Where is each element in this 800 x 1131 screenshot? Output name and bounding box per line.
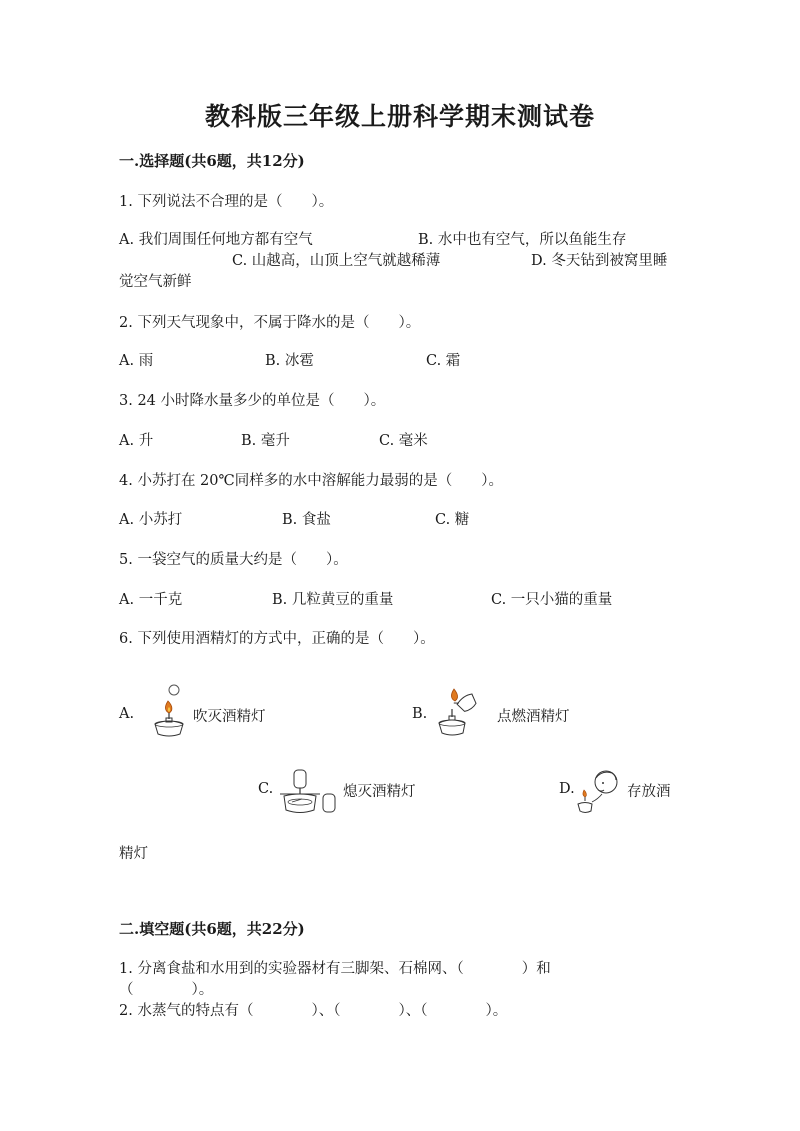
question-1-option-d-continued: 觉空气新鲜	[119, 274, 192, 290]
question-5: 5. 一袋空气的质量大约是（ ）。	[119, 552, 348, 568]
question-6-option-c-letter: C.	[258, 781, 274, 797]
question-6-option-c-text: 熄灭酒精灯	[343, 784, 416, 800]
alcohol-lamp-lighting-image	[436, 685, 484, 743]
question-6-option-a-letter: A.	[119, 706, 135, 722]
question-2-option-b: B. 冰雹	[265, 353, 314, 369]
section-heading-fill-blank: 二.填空题(共6题，共22分)	[119, 920, 305, 938]
question-4: 4. 小苏打在 20℃同样多的水中溶解能力最弱的是（ ）。	[119, 473, 503, 489]
question-1-option-b: B. 水中也有空气，所以鱼能生存	[418, 232, 627, 248]
section-heading-choice: 一.选择题(共6题，共12分)	[119, 152, 305, 170]
alcohol-lamp-storage-image	[576, 766, 622, 816]
question-4-option-a: A. 小苏打	[119, 512, 183, 528]
question-3-option-a: A. 升	[119, 433, 154, 449]
question-2-option-a: A. 雨	[119, 353, 154, 369]
question-3-option-b: B. 毫升	[241, 433, 290, 449]
question-1-option-a: A. 我们周围任何地方都有空气	[119, 232, 313, 248]
question-1: 1. 下列说法不合理的是（ ）。	[119, 194, 334, 210]
question-1-option-d: D. 冬天钻到被窝里睡	[531, 253, 668, 269]
alcohol-lamp-extinguish-image	[278, 766, 338, 822]
question-6-option-a-text: 吹灭酒精灯	[193, 709, 266, 725]
question-4-option-c: C. 糖	[435, 512, 470, 528]
question-6-option-d-text: 存放酒	[627, 784, 671, 800]
question-2-option-c: C. 霜	[426, 353, 461, 369]
question-6-option-d-letter: D.	[559, 781, 575, 797]
question-5-option-c: C. 一只小猫的重量	[491, 592, 613, 608]
question-6-option-b-letter: B.	[412, 706, 428, 722]
question-6: 6. 下列使用酒精灯的方式中，正确的是（ ）。	[119, 631, 435, 647]
fill-question-1-line-1: 1. 分离食盐和水用到的实验器材有三脚架、石棉网、（ ）和	[119, 961, 551, 977]
question-4-option-b: B. 食盐	[282, 512, 331, 528]
question-1-option-c: C. 山越高，山顶上空气就越稀薄	[232, 253, 441, 269]
question-6-option-b-text: 点燃酒精灯	[497, 709, 570, 725]
exam-title: 教科版三年级上册科学期末测试卷	[204, 102, 595, 131]
fill-question-1-line-2: （ ）。	[119, 982, 214, 998]
question-5-option-a: A. 一千克	[119, 592, 183, 608]
question-5-option-b: B. 几粒黄豆的重量	[272, 592, 394, 608]
alcohol-lamp-blowing-image	[148, 683, 188, 743]
question-6-option-d-continued: 精灯	[119, 846, 148, 862]
fill-question-2: 2. 水蒸气的特点有（ ）、（ ）、（ ）。	[119, 1003, 508, 1019]
question-3: 3. 24 小时降水量多少的单位是（ ）。	[119, 393, 386, 409]
question-2: 2. 下列天气现象中，不属于降水的是（ ）。	[119, 315, 421, 331]
question-3-option-c: C. 毫米	[379, 433, 428, 449]
